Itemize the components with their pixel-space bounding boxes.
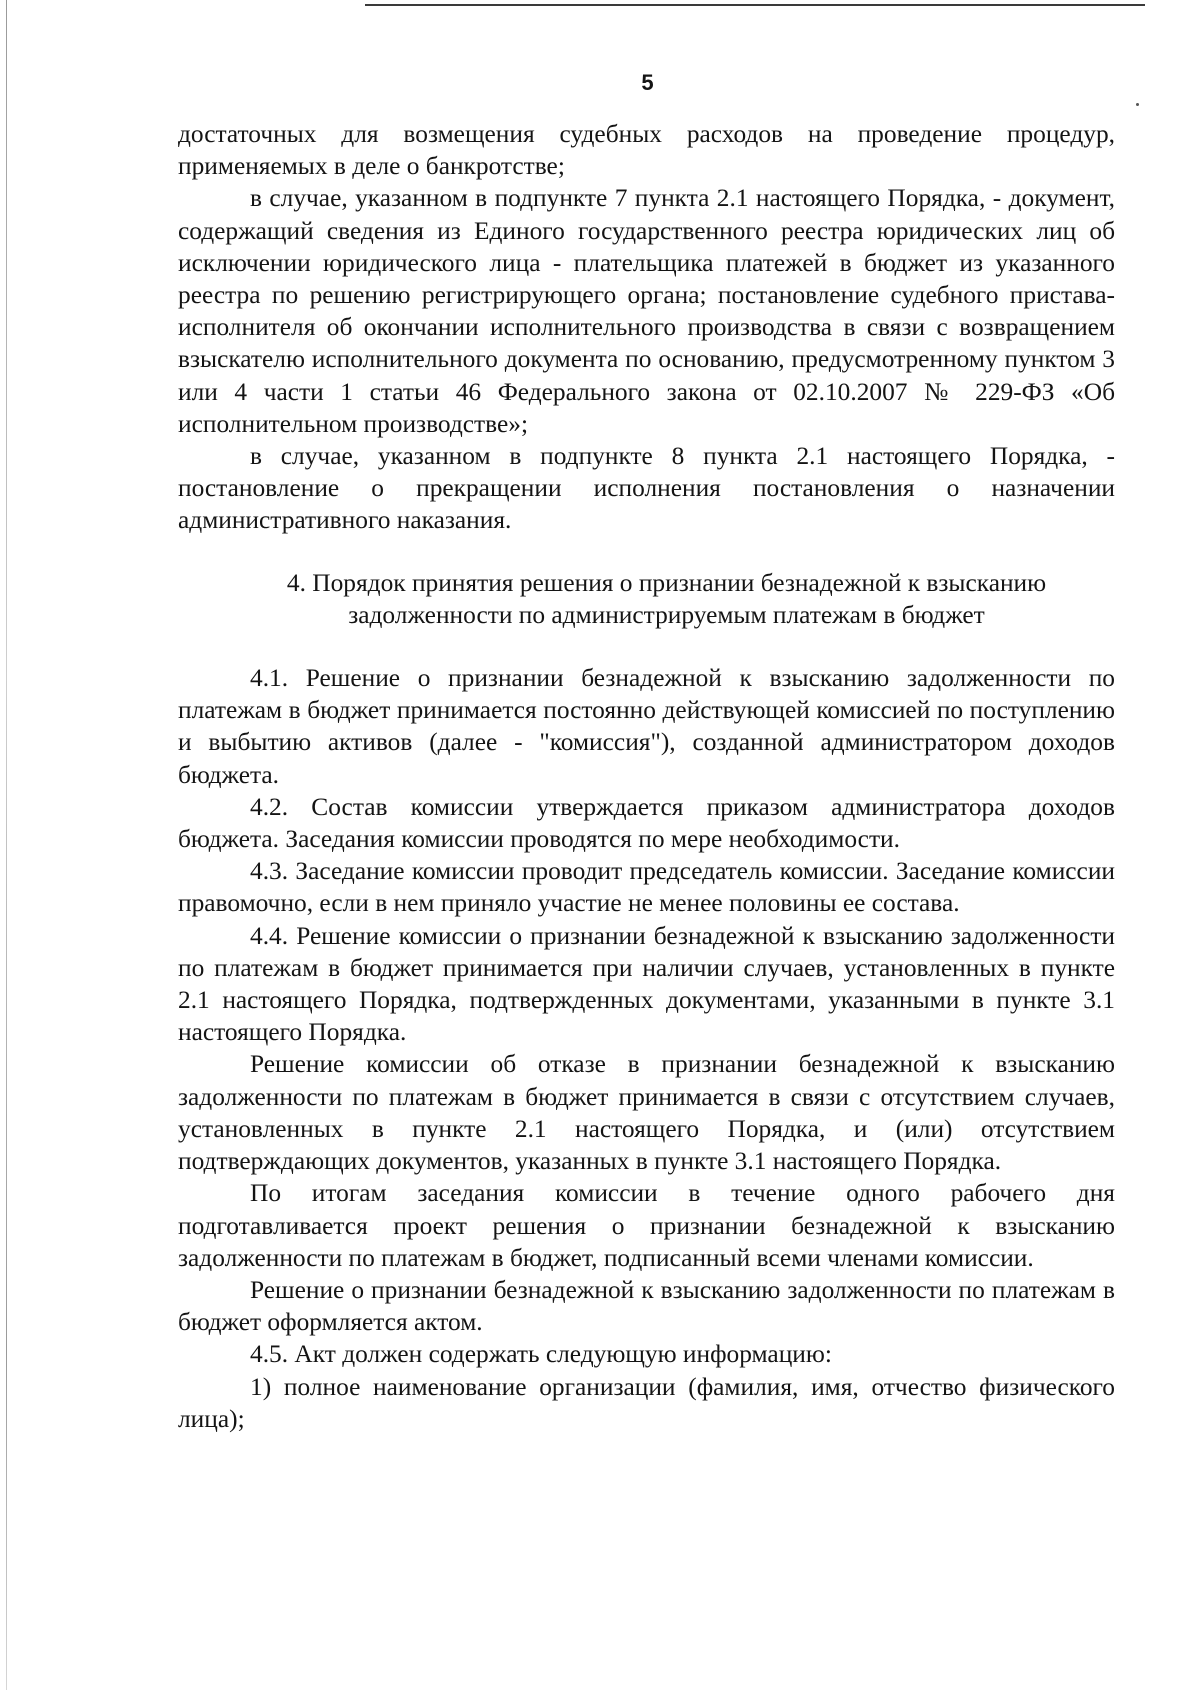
document-body	[178, 118, 1115, 1435]
paragraph-refusal: Решение комиссии об отказе в признании безнадежной к взысканию задолженности по платежам в бюджет принимается в связи с отсутствием случаев, установленных в пункте 2.1 настоящего Порядка, и (или) отсутствием подтверждающих документов, указанных в пункте 3.1 настоящего Порядка.	[178, 1050, 1115, 1176]
section-heading	[178, 567, 1115, 631]
scan-speck	[1136, 103, 1139, 106]
paragraph-4-3: 4.3. Заседание комиссии проводит председатель комиссии. Заседание комиссии правомочно, если в нем приняло участие не менее половины ее состава.	[178, 857, 1115, 918]
paragraph-4-1: 4.1. Решение о признании безнадежной к взысканию задолженности по платежам в бюджет принимается постоянно действующей комиссией по поступлению и выбытию активов (далее - "комиссия"), созданной администратором доходов бюджета.	[178, 664, 1115, 789]
scan-border-top	[365, 4, 1145, 6]
paragraph-4-4: 4.4. Решение комиссии о признании безнадежной к взысканию задолженности по платежам в бюджет принимается при наличии случаев, установленных в пункте 2.1 настоящего Порядка, подтвержденных документами, указанными в пункте 3.1 настоящего Порядка.	[178, 921, 1115, 1047]
list-item-1: 1) полное наименование организации (фамилия, имя, отчество физического лица);	[178, 1372, 1115, 1433]
section-heading-line1: 4. Порядок принятия решения о признании безнадежной к взысканию	[286, 568, 1047, 597]
paragraph-act: Решение о признании безнадежной к взысканию задолженности по платежам в бюджет оформляется актом.	[178, 1275, 1115, 1337]
paragraph-subpoint-8: в случае, указанном в подпункте 8 пункта 2.1 настоящего Порядка, - постановление о прекращении исполнения постановления о назначении административного наказания.	[178, 442, 1115, 535]
scan-border-left	[6, 0, 7, 1690]
page-number: 5	[641, 70, 654, 95]
paragraph-subpoint-7: в случае, указанном в подпункте 7 пункта 2.1 настоящего Порядка, - документ, содержащий сведения из Единого государственного реестра юридических лиц об исключении юридического лица - плательщика платежей в бюджет из указанного реестра по решению регистрирующего органа; постановление судебного пристава-исполнителя об окончании исполнительного производства в связи с возвращением взыскателю исполнительного документа по основанию, предусмотренному пунктом 3 или 4 части 1 статьи 46 Федерального закона от 02.10.2007 № 229-ФЗ «Об исполнительном производстве»;	[178, 184, 1115, 438]
paragraph-continuation: достаточных для возмещения судебных расходов на проведение процедур, применяемых в деле о банкротстве;	[178, 120, 1115, 181]
paragraph-4-2: 4.2. Состав комиссии утверждается приказом администратора доходов бюджета. Заседания комиссии проводятся по мере необходимости.	[178, 792, 1115, 854]
section-heading-line2: задолженности по администрируемым платежам в бюджет	[348, 600, 985, 629]
paragraph-draft-decision: По итогам заседания комиссии в течение одного рабочего дня подготавливается проект решения о признании безнадежной к взысканию задолженности по платежам в бюджет, подписанный всеми членами комиссии.	[178, 1179, 1115, 1272]
paragraph-4-5: 4.5. Акт должен содержать следующую информацию:	[250, 1340, 832, 1369]
